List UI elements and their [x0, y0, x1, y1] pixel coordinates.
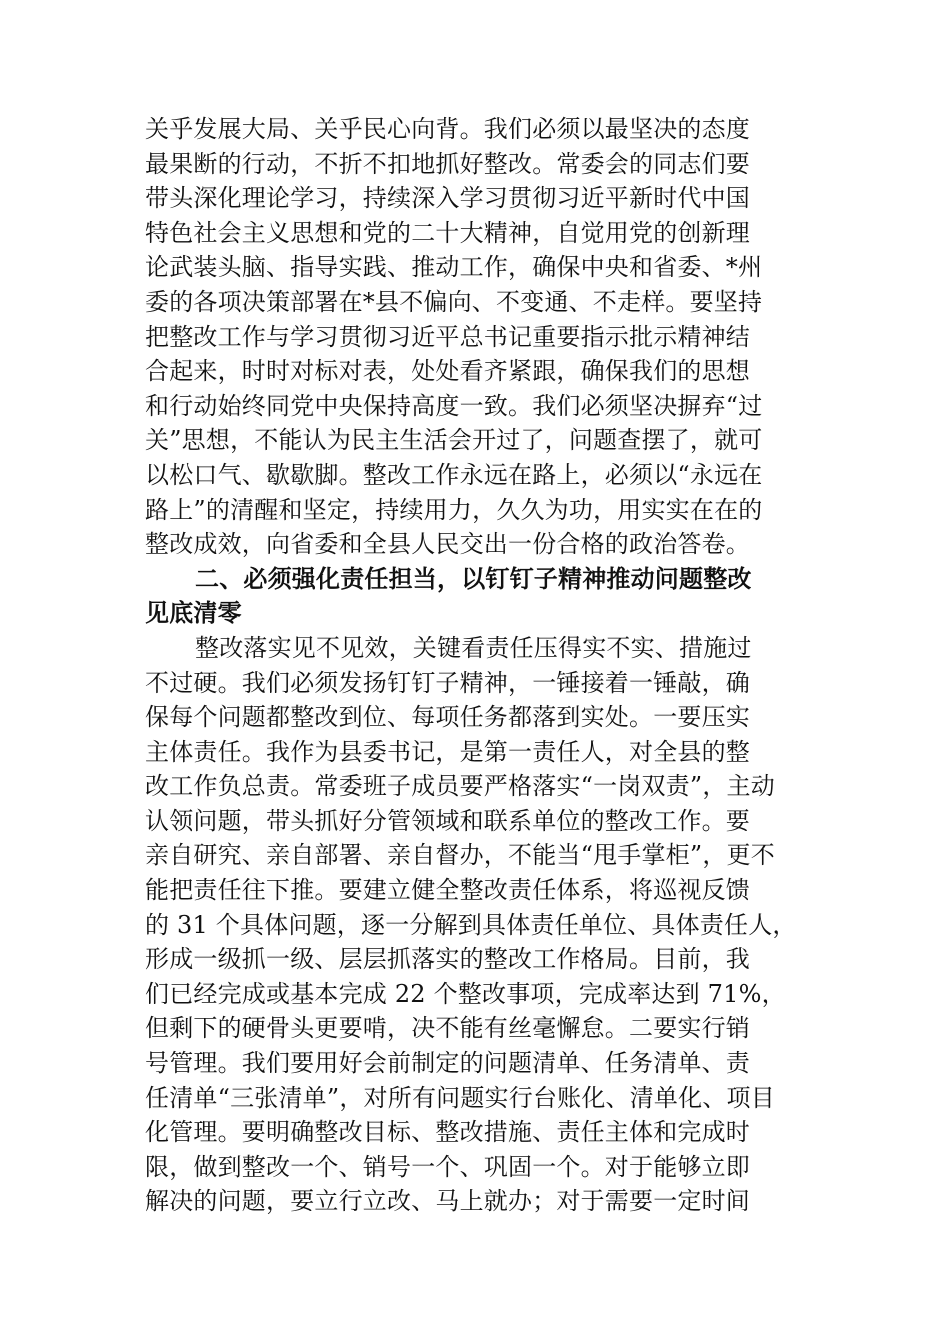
text-line: 论武装头脑、指导实践、推动工作，确保中央和省委、*州: [145, 253, 763, 282]
text-line: 关乎发展大局、关乎民心向背。我们必须以最坚决的态度: [145, 115, 750, 143]
text-line: 们已经完成或基本完成 22 个整改事项，完成率达到 71%，: [145, 979, 786, 1008]
text-line: 和行动始终同党中央保持高度一致。我们必须坚决摒弃“过: [145, 391, 763, 420]
text-line: 改工作负总责。常委班子成员要严格落实“一岗双责”，主动: [145, 772, 775, 801]
text-line: 认领问题，带头抓好分管领域和联系单位的整改工作。要: [145, 806, 750, 835]
text-line: 任清单“三张清单”，对所有问题实行台账化、清单化、项目: [145, 1083, 775, 1112]
text-line: 最果断的行动，不折不扣地抓好整改。常委会的同志们要: [145, 149, 750, 178]
text-line: 形成一级抓一级、层层抓落实的整改工作格局。目前，我: [145, 945, 750, 974]
text-line: 带头深化理论学习，持续深入学习贯彻习近平新时代中国: [145, 184, 750, 213]
heading-line: 二、必须强化责任担当，以钉钉子精神推动问题整改: [195, 563, 752, 593]
text-line: 把整改工作与学习贯彻习近平总书记重要指示批示精神结: [145, 322, 750, 351]
text-line: 路上”的清醒和坚定，持续用力，久久为功，用实实在在的: [145, 495, 763, 524]
text-line: 特色社会主义思想和党的二十大精神，自觉用党的创新理: [145, 218, 750, 247]
text-line: 合起来，时时对标对表，处处看齐紧跟，确保我们的思想: [145, 357, 750, 386]
text-line: 保每个问题都整改到位、每项任务都落到实处。一要压实: [145, 703, 750, 732]
text-line: 解决的问题，要立行立改、马上就办；对于需要一定时间: [145, 1187, 750, 1216]
paragraph: [145, 631, 813, 1219]
text-line: 整改落实见不见效，关键看责任压得实不实、措施过: [195, 633, 752, 662]
text-line: 号管理。我们要用好会前制定的问题清单、任务清单、责: [145, 1049, 750, 1078]
text-line: 能把责任往下推。要建立健全整改责任体系，将巡视反馈: [145, 876, 750, 905]
text-line: 整改成效，向省委和全县人民交出一份合格的政治答卷。: [145, 530, 750, 559]
text-line: 主体责任。我作为县委书记，是第一责任人，对全县的整: [145, 737, 750, 766]
text-line: 化管理。要明确整改目标、整改措施、责任主体和完成时: [145, 1118, 750, 1147]
heading-line: 见底清零: [145, 598, 242, 628]
document-body: [145, 112, 813, 1219]
text-line: 委的各项决策部署在*县不偏向、不变通、不走样。要坚持: [145, 287, 763, 316]
text-line: 亲自研究、亲自部署、亲自督办，不能当“甩手掌柜”，更不: [145, 841, 775, 870]
section-heading: [145, 562, 813, 631]
text-line: 关”思想，不能认为民主生活会开过了，问题查摆了，就可: [145, 426, 763, 455]
text-line: 限，做到整改一个、销号一个、巩固一个。对于能够立即: [145, 1152, 750, 1181]
text-line: 以松口气、歇歇脚。整改工作永远在路上，必须以“永远在: [145, 460, 763, 489]
text-line: 的 31 个具体问题，逐一分解到具体责任单位、具体责任人，: [145, 910, 797, 939]
text-line: 不过硬。我们必须发扬钉钉子精神，一锤接着一锤敲，确: [145, 668, 750, 697]
text-line: 但剩下的硬骨头更要啃，决不能有丝毫懈怠。二要实行销: [145, 1014, 750, 1043]
paragraph-continuation: [145, 112, 813, 562]
